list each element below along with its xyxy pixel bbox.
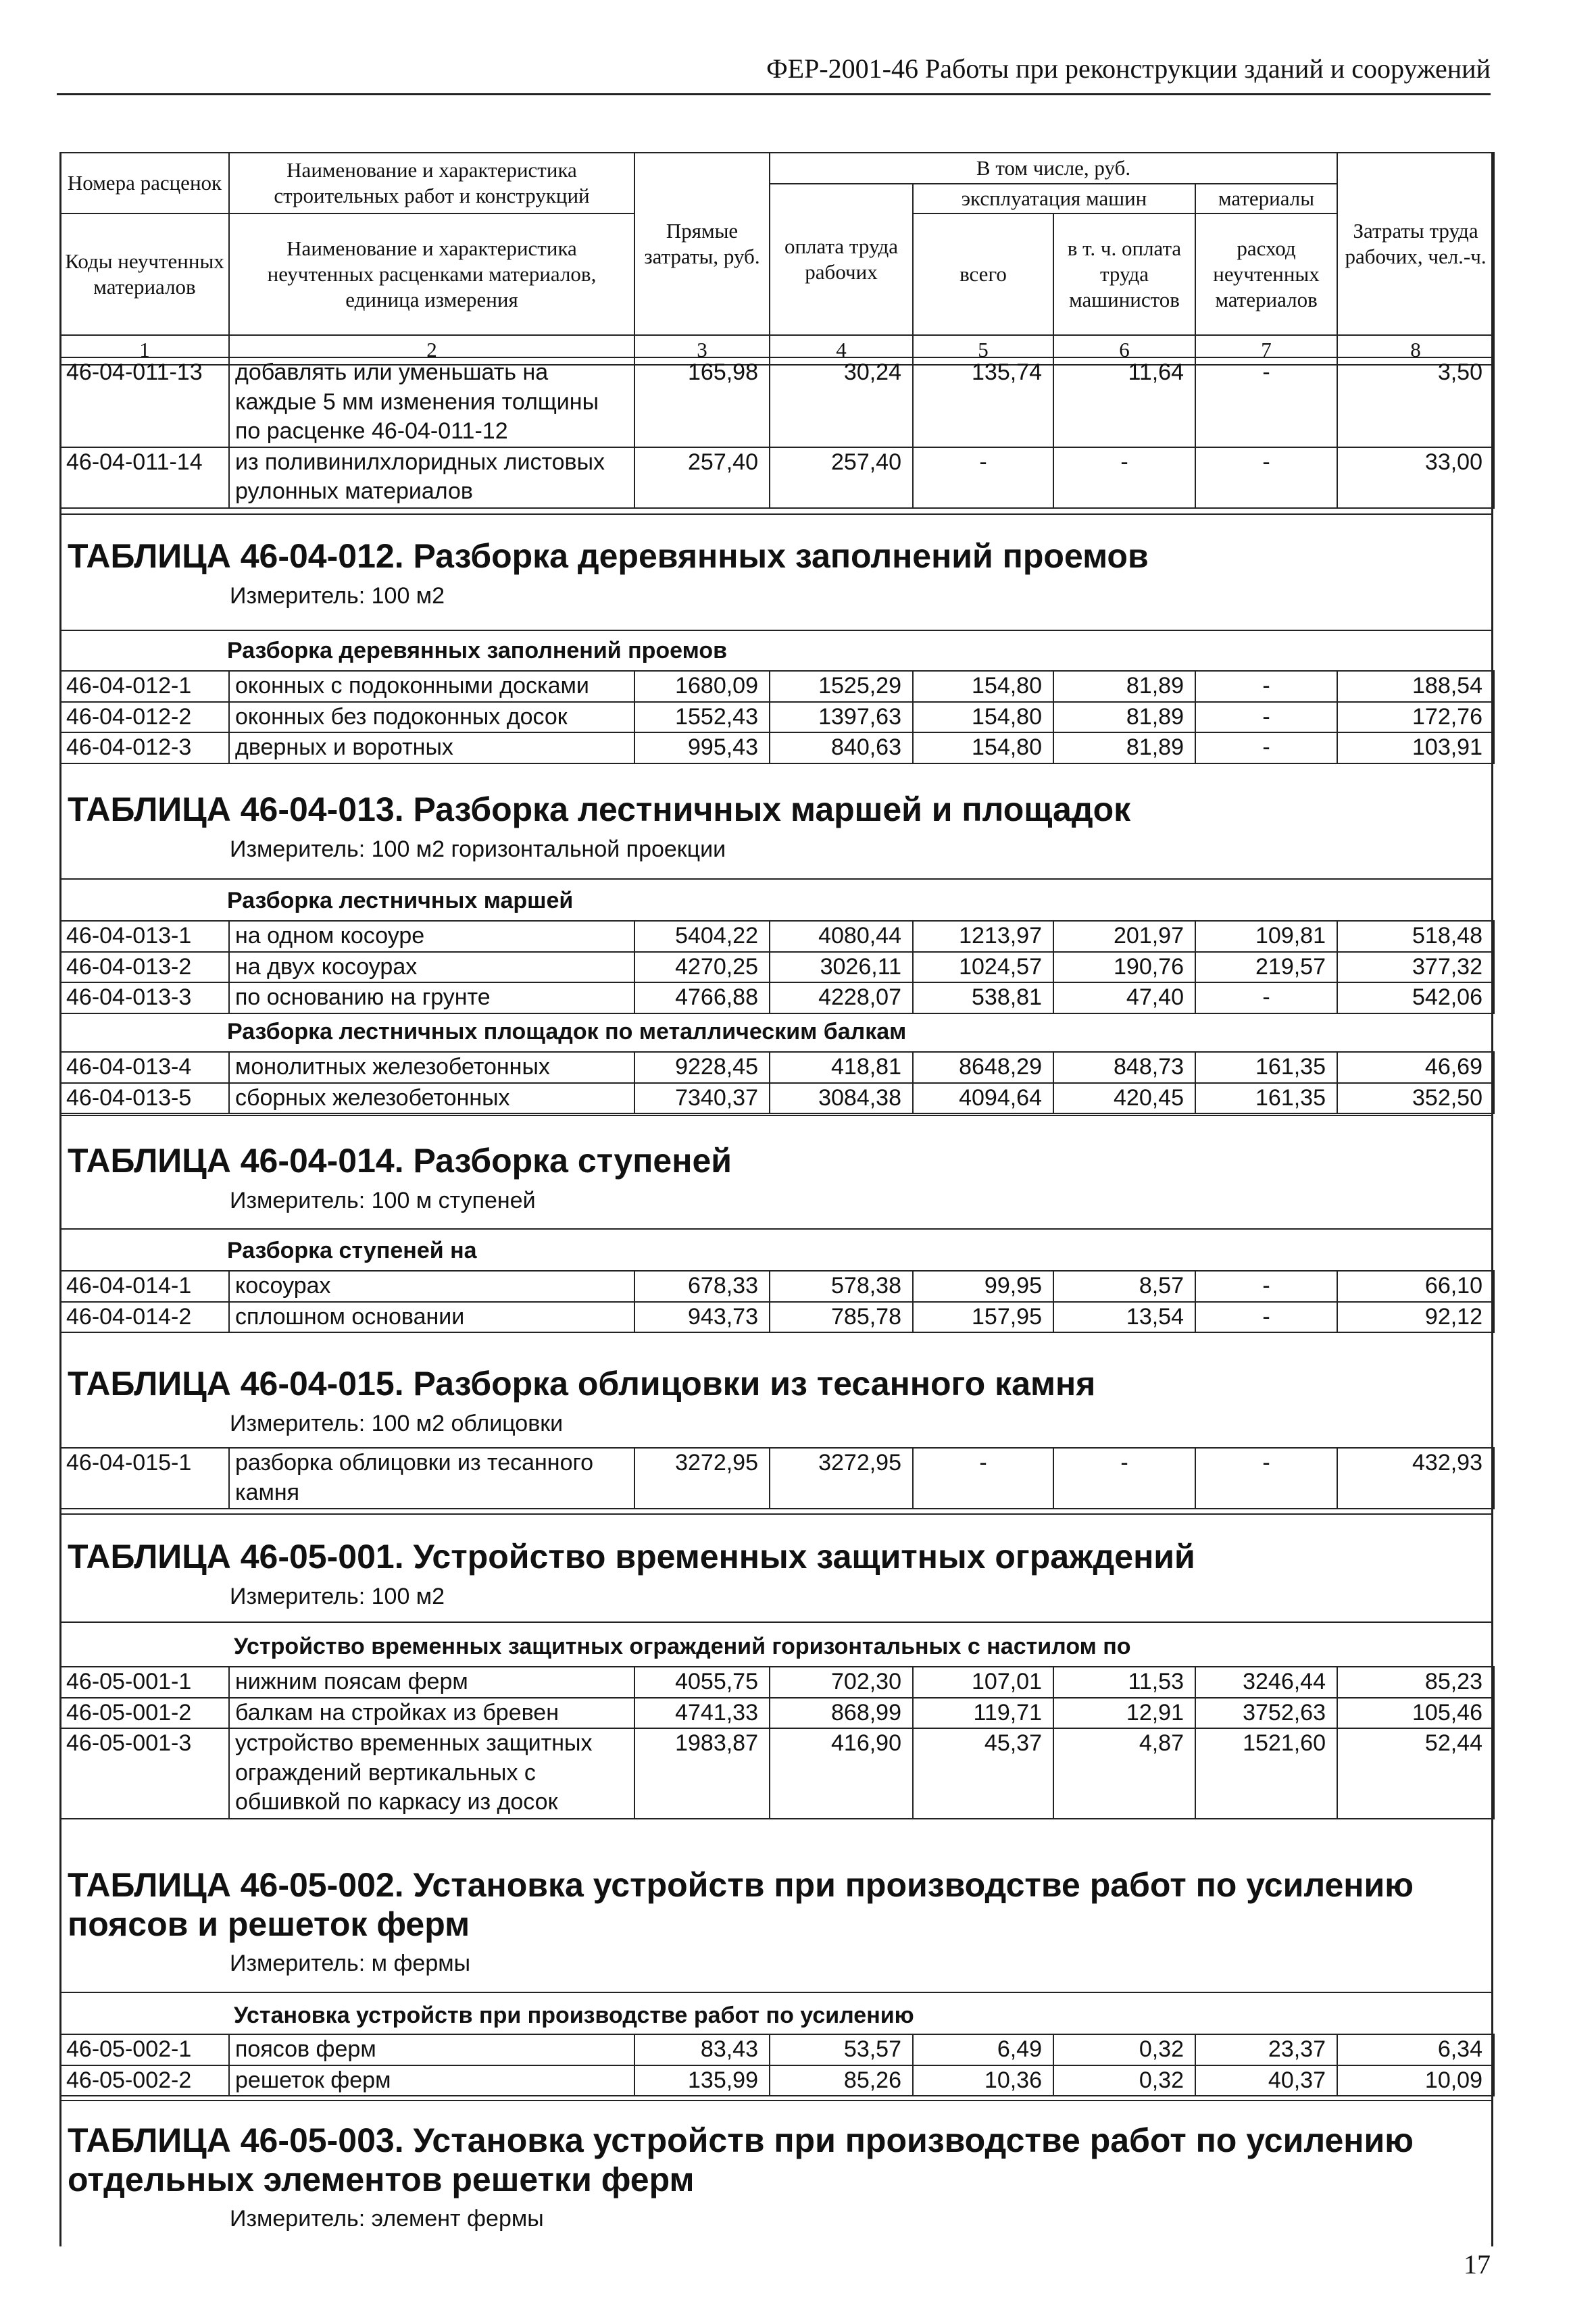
direct-cost-cell: 995,43 (634, 732, 770, 763)
machines-total-cell: 154,80 (913, 702, 1053, 733)
operator-wage-cell: 8,57 (1053, 1271, 1195, 1302)
measure-unit: Измеритель: 100 м2 (230, 1583, 445, 1609)
labor-wage-cell: 4228,07 (770, 982, 913, 1013)
labor-wage-cell: 1397,63 (770, 702, 913, 733)
table-row (60, 732, 1494, 763)
table-row (60, 2034, 1494, 2065)
table-title: ТАБЛИЦА 46-04-015. Разборка облицовки из тесанного камня (68, 1365, 1096, 1403)
including-header: В том числе, руб. (770, 153, 1337, 184)
description-cell: решеток ферм (229, 2065, 634, 2096)
col3-header: Прямые затраты, руб. (634, 153, 770, 335)
table-46-04-013-rows-2 (59, 1051, 1495, 1114)
separator (59, 1513, 1493, 1515)
materials-cell: - (1195, 982, 1337, 1013)
code-cell: 46-04-013-2 (60, 952, 229, 983)
operator-wage-cell: - (1053, 1448, 1195, 1509)
machines-total-cell: 8648,29 (913, 1052, 1053, 1083)
table-title: ТАБЛИЦА 46-05-002. Установка устройств при производстве работ по усилению поясов и решеток ферм (68, 1866, 1414, 1943)
machines-total-cell: 99,95 (913, 1271, 1053, 1302)
labor-hours-cell: 46,69 (1337, 1052, 1494, 1083)
machines-total-cell: 154,80 (913, 732, 1053, 763)
operator-wage-cell: 420,45 (1053, 1083, 1195, 1114)
materials-cell: 161,35 (1195, 1052, 1337, 1083)
code-cell: 46-05-002-2 (60, 2065, 229, 2096)
group-heading: Разборка деревянных заполнений проемов (227, 638, 727, 663)
measure-unit: Измеритель: 100 м2 (230, 582, 445, 609)
table-row (60, 357, 1494, 447)
labor-wage-cell: 418,81 (770, 1052, 913, 1083)
materials-cell: 23,37 (1195, 2034, 1337, 2065)
measure-unit: Измеритель: 100 м2 горизонтальной проекции (230, 836, 726, 862)
labor-hours-cell: 542,06 (1337, 982, 1494, 1013)
machines-total-cell: 10,36 (913, 2065, 1053, 2096)
labor-wage-cell: 416,90 (770, 1728, 913, 1819)
operator-wage-cell: 81,89 (1053, 702, 1195, 733)
table-row (60, 1667, 1494, 1698)
group-heading: Разборка лестничных площадок по металлическим балкам (227, 1019, 907, 1045)
labor-wage-cell: 3272,95 (770, 1448, 913, 1509)
materials-cell: - (1195, 1302, 1337, 1333)
labor-wage-cell: 4080,44 (770, 921, 913, 952)
operator-wage-cell: 201,97 (1053, 921, 1195, 952)
table-46-05-002-heading (68, 1866, 1480, 1977)
direct-cost-cell: 4055,75 (634, 1667, 770, 1698)
labor-hours-cell: 6,34 (1337, 2034, 1494, 2065)
direct-cost-cell: 943,73 (634, 1302, 770, 1333)
table-row (60, 1448, 1494, 1509)
separator (59, 2100, 1493, 2101)
machines-total-cell: 6,49 (913, 2034, 1053, 2065)
operator-wage-cell: 81,89 (1053, 671, 1195, 702)
table-46-04-013-rows-1 (59, 920, 1495, 1014)
table-row (60, 702, 1494, 733)
description-cell: дверных и воротных (229, 732, 634, 763)
table-46-05-001-rows (59, 1666, 1495, 1819)
description-cell: сплошном основании (229, 1302, 634, 1333)
description-cell: на двух косоурах (229, 952, 634, 983)
description-cell: на одном косоуре (229, 921, 634, 952)
labor-wage-cell: 868,99 (770, 1698, 913, 1729)
group-heading: Установка устройств при производстве работ по усилению (234, 2003, 914, 2028)
operator-wage-cell: 11,53 (1053, 1667, 1195, 1698)
page-number: 17 (1464, 2249, 1491, 2280)
col1-header-bottom: Коды неучтенных материалов (60, 213, 229, 335)
table-46-05-001-heading (68, 1538, 1480, 1610)
labor-hours-cell: 188,54 (1337, 671, 1494, 702)
group-heading: Разборка ступеней на (227, 1238, 477, 1263)
table-row (60, 1728, 1494, 1819)
table-46-04-015-rows (59, 1447, 1495, 1509)
column-header-table (59, 152, 1495, 366)
labor-wage-cell: 53,57 (770, 2034, 913, 2065)
materials-cell: - (1195, 357, 1337, 447)
operator-wage-cell: 848,73 (1053, 1052, 1195, 1083)
table-46-04-013-heading (68, 790, 1480, 863)
code-cell: 46-04-014-1 (60, 1271, 229, 1302)
col2-header-top: Наименование и характеристика строительных работ и конструкций (229, 153, 634, 213)
code-cell: 46-04-012-2 (60, 702, 229, 733)
table-title: ТАБЛИЦА 46-05-003. Установка устройств при производстве работ по усилению отдельных элементов решетки ферм (68, 2121, 1414, 2198)
labor-hours-cell: 33,00 (1337, 447, 1494, 508)
code-cell: 46-04-011-13 (60, 357, 229, 447)
separator (59, 513, 1493, 515)
materials-cell: 109,81 (1195, 921, 1337, 952)
table-row (60, 1698, 1494, 1729)
machines-total-cell: 135,74 (913, 357, 1053, 447)
machines-total-cell: 157,95 (913, 1302, 1053, 1333)
direct-cost-cell: 1680,09 (634, 671, 770, 702)
description-cell: из поливинилхлоридных листовых рулонных материалов (229, 447, 634, 508)
materials-cell: - (1195, 671, 1337, 702)
measure-unit: Измеритель: м фермы (230, 1951, 471, 1976)
table-row (60, 1302, 1494, 1333)
labor-hours-cell: 92,12 (1337, 1302, 1494, 1333)
table-row (60, 671, 1494, 702)
direct-cost-cell: 678,33 (634, 1271, 770, 1302)
description-cell: балкам на стройках из бревен (229, 1698, 634, 1729)
labor-hours-cell: 105,46 (1337, 1698, 1494, 1729)
description-cell: по основанию на грунте (229, 982, 634, 1013)
code-cell: 46-04-011-14 (60, 447, 229, 508)
labor-hours-cell: 377,32 (1337, 952, 1494, 983)
table-46-04-015-heading (68, 1365, 1480, 1437)
group-heading: Разборка лестничных маршей (227, 888, 574, 913)
machines-total-cell: 45,37 (913, 1728, 1053, 1819)
table-title: ТАБЛИЦА 46-04-013. Разборка лестничных маршей и площадок (68, 790, 1131, 828)
operator-wage-cell: 11,64 (1053, 357, 1195, 447)
operator-wage-cell: 0,32 (1053, 2034, 1195, 2065)
direct-cost-cell: 9228,45 (634, 1052, 770, 1083)
labor-wage-cell: 1525,29 (770, 671, 913, 702)
materials-cell: - (1195, 1448, 1337, 1509)
labor-wage-cell: 30,24 (770, 357, 913, 447)
labor-hours-cell: 432,93 (1337, 1448, 1494, 1509)
description-cell: устройство временных защитных ограждений вертикальных с обшивкой по каркасу из досок (229, 1728, 634, 1819)
col6-header: в т. ч. оплата труда машинистов (1053, 213, 1195, 335)
running-header: ФЕР-2001-46 Работы при реконструкции зданий и сооружений (57, 53, 1491, 95)
labor-hours-cell: 85,23 (1337, 1667, 1494, 1698)
table-row (60, 982, 1494, 1013)
labor-hours-cell: 518,48 (1337, 921, 1494, 952)
machines-header: эксплуатация машин (913, 184, 1195, 213)
code-cell: 46-05-001-1 (60, 1667, 229, 1698)
labor-wage-cell: 785,78 (770, 1302, 913, 1333)
description-cell: оконных без подоконных досок (229, 702, 634, 733)
column-number-row: 1 2 3 4 5 6 7 8 (60, 335, 1494, 365)
labor-hours-cell: 66,10 (1337, 1271, 1494, 1302)
machines-total-cell: - (913, 447, 1053, 508)
direct-cost-cell: 7340,37 (634, 1083, 770, 1114)
operator-wage-cell: 47,40 (1053, 982, 1195, 1013)
direct-cost-cell: 3272,95 (634, 1448, 770, 1509)
table-row (60, 2065, 1494, 2096)
description-cell: добавлять или уменьшать на каждые 5 мм изменения толщины по расценке 46-04-011-12 (229, 357, 634, 447)
operator-wage-cell: 190,76 (1053, 952, 1195, 983)
operator-wage-cell: 81,89 (1053, 732, 1195, 763)
direct-cost-cell: 5404,22 (634, 921, 770, 952)
labor-wage-cell: 702,30 (770, 1667, 913, 1698)
table-row (60, 1052, 1494, 1083)
table-46-05-003-heading (68, 2121, 1480, 2232)
separator (59, 1992, 1493, 1993)
labor-hours-cell: 3,50 (1337, 357, 1494, 447)
materials-cell: 40,37 (1195, 2065, 1337, 2096)
measure-unit: Измеритель: 100 м ступеней (230, 1187, 536, 1213)
separator (59, 878, 1493, 880)
description-cell: поясов ферм (229, 2034, 634, 2065)
table-row (60, 921, 1494, 952)
machines-total-cell: 107,01 (913, 1667, 1053, 1698)
description-cell: сборных железобетонных (229, 1083, 634, 1114)
materials-cell: - (1195, 702, 1337, 733)
labor-wage-cell: 257,40 (770, 447, 913, 508)
table-46-04-012-rows (59, 670, 1495, 764)
labor-hours-cell: 10,09 (1337, 2065, 1494, 2096)
code-cell: 46-04-013-1 (60, 921, 229, 952)
materials-cell: - (1195, 732, 1337, 763)
direct-cost-cell: 165,98 (634, 357, 770, 447)
operator-wage-cell: 13,54 (1053, 1302, 1195, 1333)
materials-cell: - (1195, 1271, 1337, 1302)
machines-total-cell: 4094,64 (913, 1083, 1053, 1114)
labor-hours-cell: 172,76 (1337, 702, 1494, 733)
description-cell: нижним поясам ферм (229, 1667, 634, 1698)
operator-wage-cell: 4,87 (1053, 1728, 1195, 1819)
col4-header: оплата труда рабочих (770, 184, 913, 335)
direct-cost-cell: 1983,87 (634, 1728, 770, 1819)
direct-cost-cell: 4270,25 (634, 952, 770, 983)
table-46-04-012-heading (68, 537, 1480, 609)
materials-cell: 1521,60 (1195, 1728, 1337, 1819)
code-cell: 46-04-013-4 (60, 1052, 229, 1083)
code-cell: 46-04-014-2 (60, 1302, 229, 1333)
direct-cost-cell: 257,40 (634, 447, 770, 508)
code-cell: 46-04-013-3 (60, 982, 229, 1013)
operator-wage-cell: 12,91 (1053, 1698, 1195, 1729)
materials-cell: 161,35 (1195, 1083, 1337, 1114)
code-cell: 46-04-015-1 (60, 1448, 229, 1509)
operator-wage-cell: - (1053, 447, 1195, 508)
operator-wage-cell: 0,32 (1053, 2065, 1195, 2096)
separator (59, 630, 1493, 631)
col7-header: расход неучтенных материалов (1195, 213, 1337, 335)
machines-total-cell: 1024,57 (913, 952, 1053, 983)
description-cell: оконных с подоконными досками (229, 671, 634, 702)
code-cell: 46-05-001-3 (60, 1728, 229, 1819)
materials-header: материалы (1195, 184, 1337, 213)
labor-wage-cell: 3084,38 (770, 1083, 913, 1114)
machines-total-cell: - (913, 1448, 1053, 1509)
code-cell: 46-04-013-5 (60, 1083, 229, 1114)
code-cell: 46-05-001-2 (60, 1698, 229, 1729)
labor-hours-cell: 52,44 (1337, 1728, 1494, 1819)
table-row (60, 1271, 1494, 1302)
col5-header: всего (913, 213, 1053, 335)
code-cell: 46-04-012-3 (60, 732, 229, 763)
col2-header-bottom: Наименование и характеристика неучтенных расценками материалов, единица измерения (229, 213, 634, 335)
labor-wage-cell: 840,63 (770, 732, 913, 763)
code-cell: 46-04-012-1 (60, 671, 229, 702)
labor-wage-cell: 3026,11 (770, 952, 913, 983)
separator (59, 1115, 1493, 1116)
separator (59, 1621, 1493, 1623)
direct-cost-cell: 1552,43 (634, 702, 770, 733)
continuation-rows (59, 357, 1495, 509)
measure-unit: Измеритель: 100 м2 облицовки (230, 1410, 564, 1436)
group-heading: Устройство временных защитных ограждений горизонтальных с настилом по (234, 1634, 1131, 1659)
direct-cost-cell: 4741,33 (634, 1698, 770, 1729)
col1-header-top: Номера расценок (60, 153, 229, 213)
machines-total-cell: 119,71 (913, 1698, 1053, 1729)
direct-cost-cell: 83,43 (634, 2034, 770, 2065)
direct-cost-cell: 4766,88 (634, 982, 770, 1013)
description-cell: косоурах (229, 1271, 634, 1302)
labor-wage-cell: 578,38 (770, 1271, 913, 1302)
materials-cell: 219,57 (1195, 952, 1337, 983)
materials-cell: - (1195, 447, 1337, 508)
machines-total-cell: 1213,97 (913, 921, 1053, 952)
labor-hours-cell: 352,50 (1337, 1083, 1494, 1114)
description-cell: разборка облицовки из тесанного камня (229, 1448, 634, 1509)
measure-unit: Измеритель: элемент фермы (230, 2206, 544, 2232)
table-title: ТАБЛИЦА 46-04-012. Разборка деревянных заполнений проемов (68, 537, 1149, 575)
machines-total-cell: 154,80 (913, 671, 1053, 702)
code-cell: 46-05-002-1 (60, 2034, 229, 2065)
machines-total-cell: 538,81 (913, 982, 1053, 1013)
description-cell: монолитных железобетонных (229, 1052, 634, 1083)
labor-wage-cell: 85,26 (770, 2065, 913, 2096)
table-title: ТАБЛИЦА 46-05-001. Устройство временных защитных ограждений (68, 1538, 1195, 1576)
table-46-05-002-rows (59, 2034, 1495, 2096)
table-46-04-014-rows (59, 1270, 1495, 1333)
table-row (60, 952, 1494, 983)
labor-hours-cell: 103,91 (1337, 732, 1494, 763)
col8-header: Затраты труда рабочих, чел.-ч. (1337, 153, 1494, 335)
separator (59, 1228, 1493, 1230)
materials-cell: 3752,63 (1195, 1698, 1337, 1729)
materials-cell: 3246,44 (1195, 1667, 1337, 1698)
table-row (60, 1083, 1494, 1114)
table-46-04-014-heading (68, 1142, 1480, 1214)
direct-cost-cell: 135,99 (634, 2065, 770, 2096)
table-title: ТАБЛИЦА 46-04-014. Разборка ступеней (68, 1142, 732, 1180)
table-row (60, 447, 1494, 508)
